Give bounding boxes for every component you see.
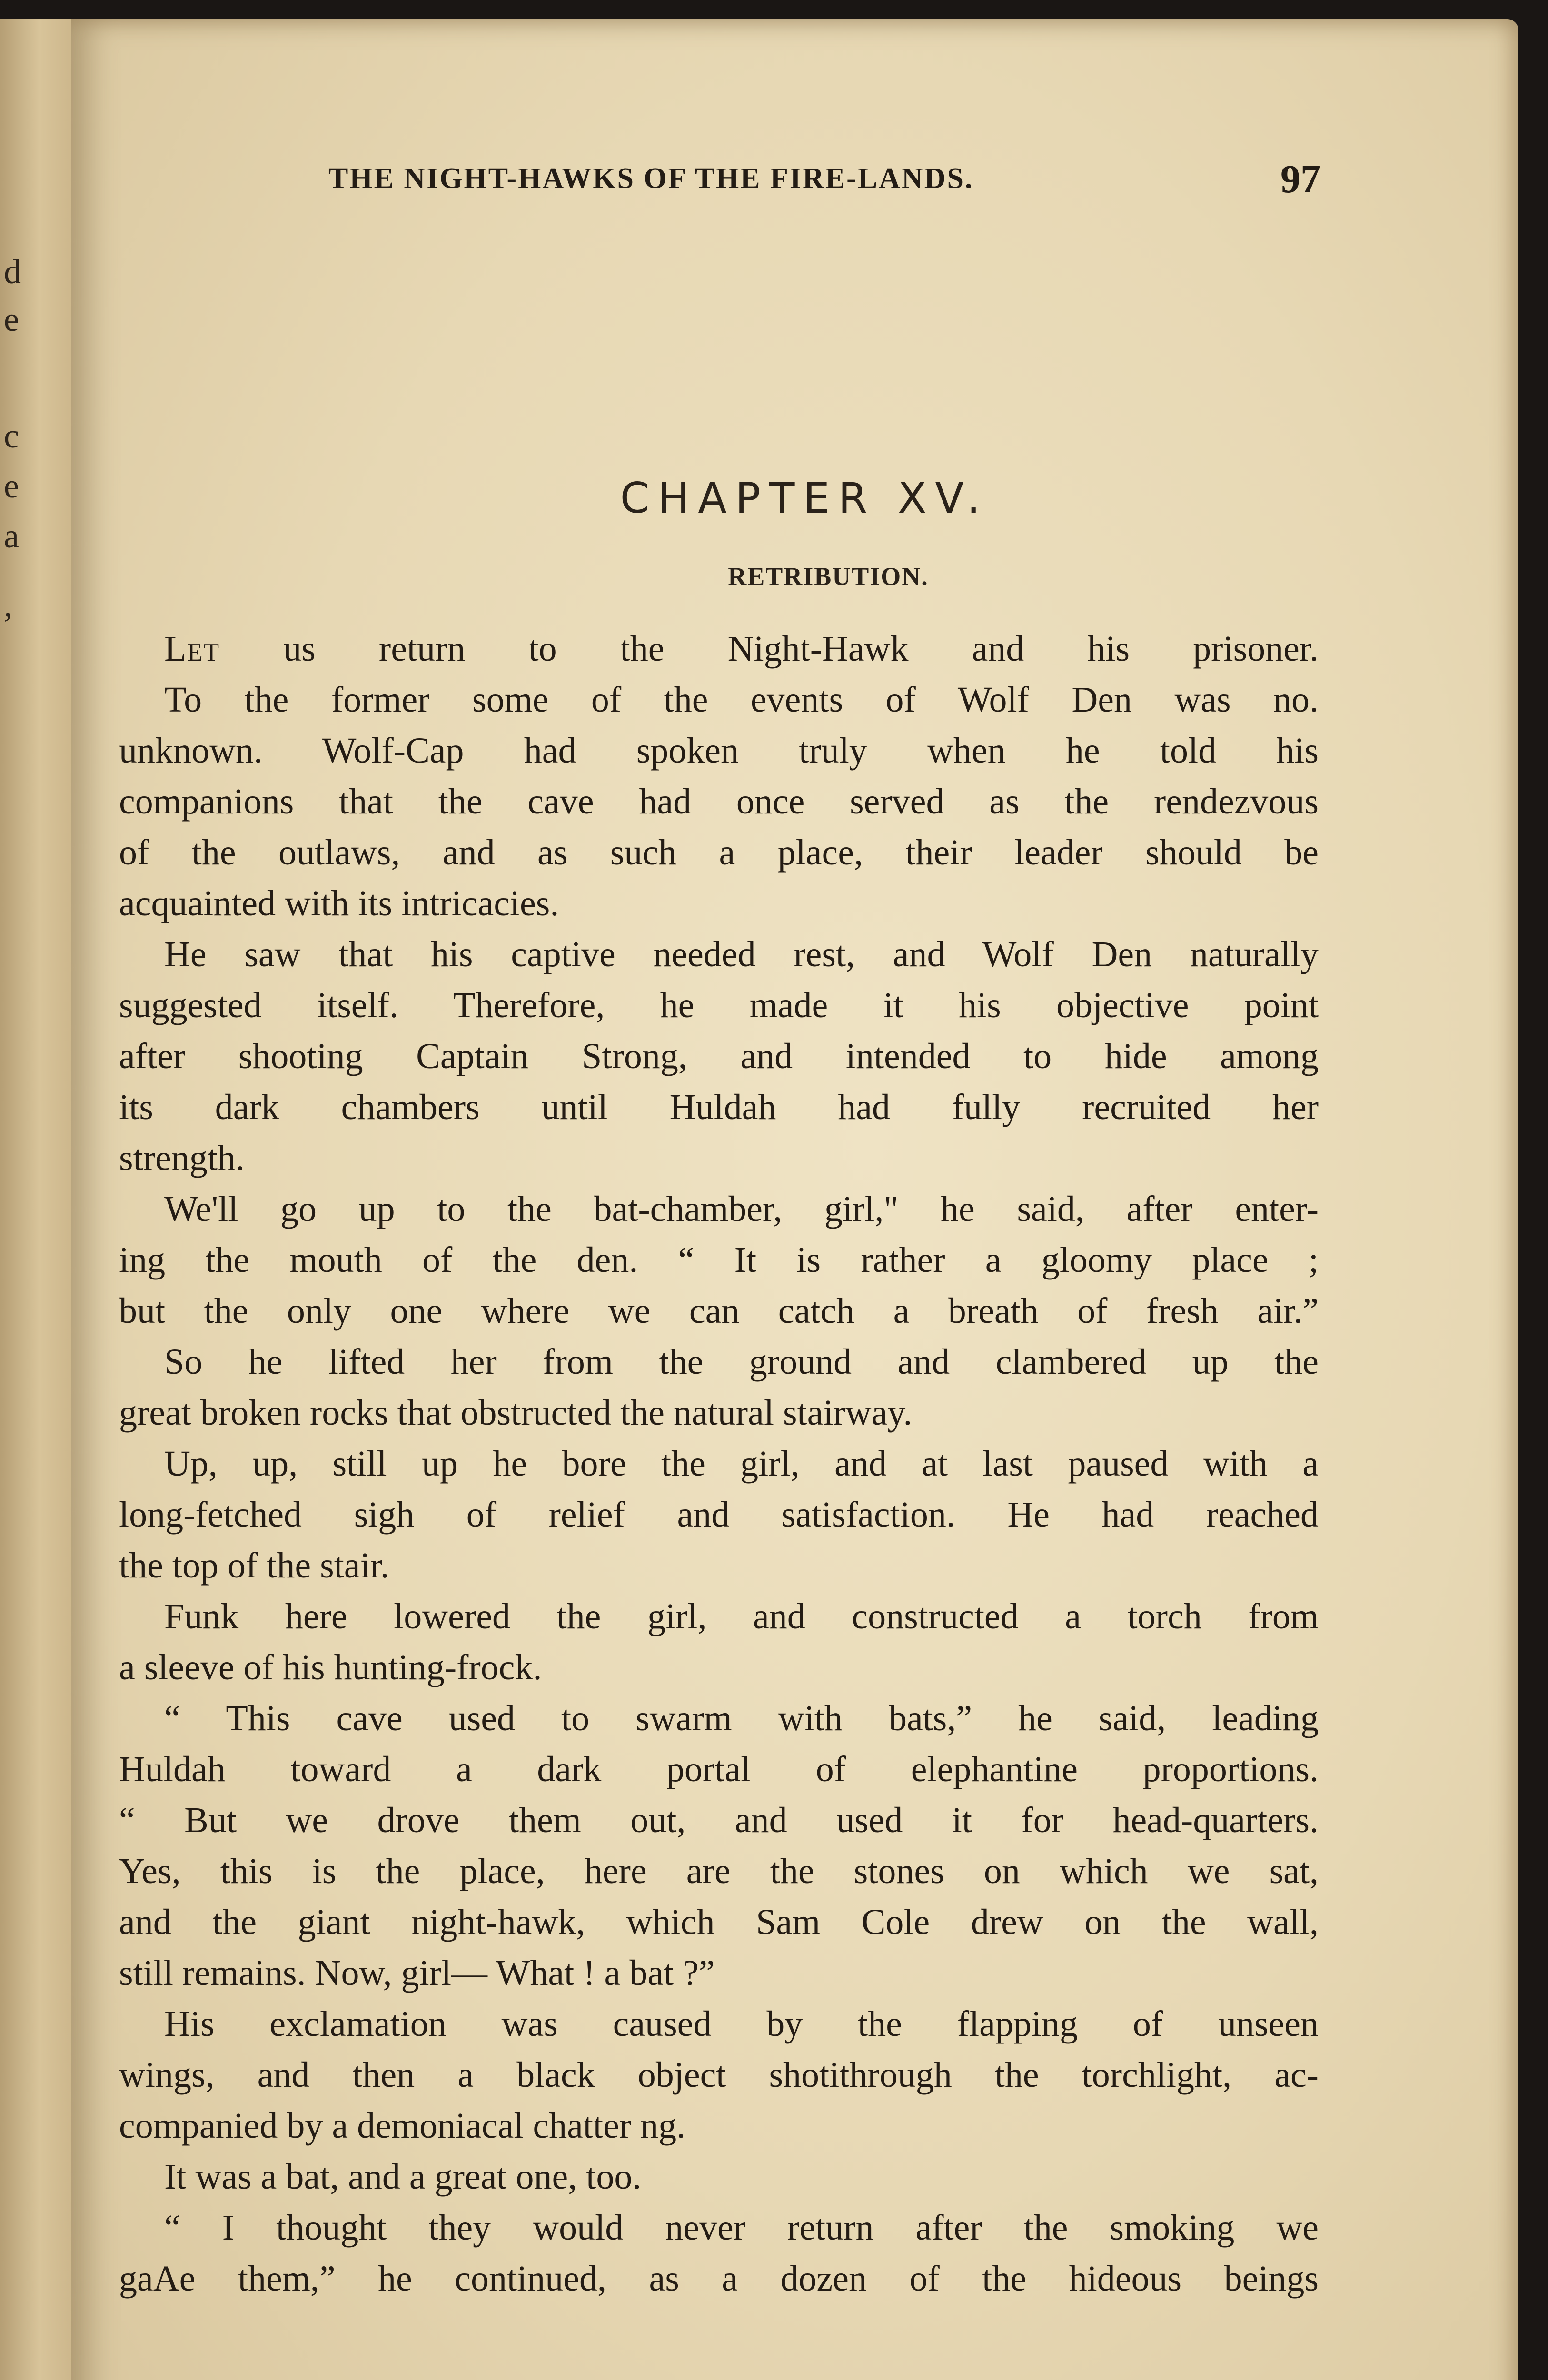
text-line: strength. <box>119 1138 245 1178</box>
text-line <box>119 624 1319 674</box>
text-line-content: us return to the Night-Hawk and his prisoner. <box>220 629 1319 669</box>
text-line: So he lifted her from the ground and clambered up the <box>164 1342 1319 1382</box>
text-line: of the outlaws, and as such a place, their leader should be <box>119 833 1319 873</box>
text-line: “ But we drove them out, and used it for head-quarters. <box>119 1800 1319 1840</box>
page-number: 97 <box>1280 157 1320 201</box>
text-line: “ I thought they would never return after the smoking we <box>164 2208 1319 2248</box>
book-page <box>71 19 1518 2380</box>
text-line: after shooting Captain Strong, and intended to hide among <box>119 1036 1319 1076</box>
facing-page-fragment: e <box>4 300 19 338</box>
text-line: His exclamation was caused by the flapping of unseen <box>164 2004 1319 2044</box>
text-line: He saw that his captive needed rest, and Wolf Den naturally <box>164 934 1319 974</box>
text-line: still remains. Now, girl— What ! a bat ?” <box>119 1953 715 1993</box>
text-line: To the former some of the events of Wolf Den was no. <box>164 680 1319 720</box>
chapter-title: CHAPTER XV. <box>620 474 989 523</box>
text-line: ing the mouth of the den. “ It is rather a gloomy place ; <box>119 1240 1319 1280</box>
text-line: Huldah toward a dark portal of elephantine proportions. <box>119 1749 1319 1789</box>
text-line: It was a bat, and a great one, too. <box>164 2157 642 2197</box>
facing-page-fragment: c <box>4 417 19 455</box>
facing-page-fragment: e <box>4 467 19 505</box>
text-line: a sleeve of his hunting-frock. <box>119 1647 542 1687</box>
text-line: but the only one where we can catch a breath of fresh air.” <box>119 1291 1319 1331</box>
text-line: Yes, this is the place, here are the stones on which we sat, <box>119 1851 1319 1891</box>
text-line: unknown. Wolf-Cap had spoken truly when he told his <box>119 731 1319 771</box>
text-line: suggested itself. Therefore, he made it his objective point <box>119 985 1319 1025</box>
chapter-subtitle: RETRIBUTION. <box>728 562 929 591</box>
text-line: long-fetched sigh of relief and satisfaction. He had reached <box>119 1495 1319 1535</box>
text-line: gaAe them,” he continued, as a dozen of the hideous beings <box>119 2259 1319 2299</box>
text-line: the top of the stair. <box>119 1546 389 1586</box>
text-line: “ This cave used to swarm with bats,” he said, leading <box>164 1698 1319 1738</box>
text-line: companions that the cave had once served as the rendezvous <box>119 782 1319 822</box>
text-line: We'll go up to the bat-chamber, girl," he said, after enter- <box>164 1189 1319 1229</box>
text-line: great broken rocks that obstructed the natural stairway. <box>119 1393 913 1433</box>
text-line: and the giant night-hawk, which Sam Cole drew on the wall, <box>119 1902 1319 1942</box>
facing-page-edge <box>0 19 74 2380</box>
running-head: THE NIGHT-HAWKS OF THE FIRE-LANDS. <box>328 162 974 195</box>
facing-page-fragment: , <box>4 586 12 624</box>
facing-page-fragment: a <box>4 517 19 555</box>
facing-page-fragment: d <box>4 253 21 291</box>
opening-word: Let <box>164 629 220 669</box>
text-line: wings, and then a black object shotithrough the torchlight, ac- <box>119 2055 1319 2095</box>
text-line: Funk here lowered the girl, and constructed a torch from <box>164 1597 1319 1636</box>
text-line: acquainted with its intricacies. <box>119 883 559 923</box>
text-line: companied by a demoniacal chatter ng. <box>119 2106 686 2146</box>
text-line: its dark chambers until Huldah had fully recruited her <box>119 1087 1319 1127</box>
text-line: Up, up, still up he bore the girl, and at last paused with a <box>164 1444 1319 1484</box>
body-text <box>119 624 1319 2304</box>
